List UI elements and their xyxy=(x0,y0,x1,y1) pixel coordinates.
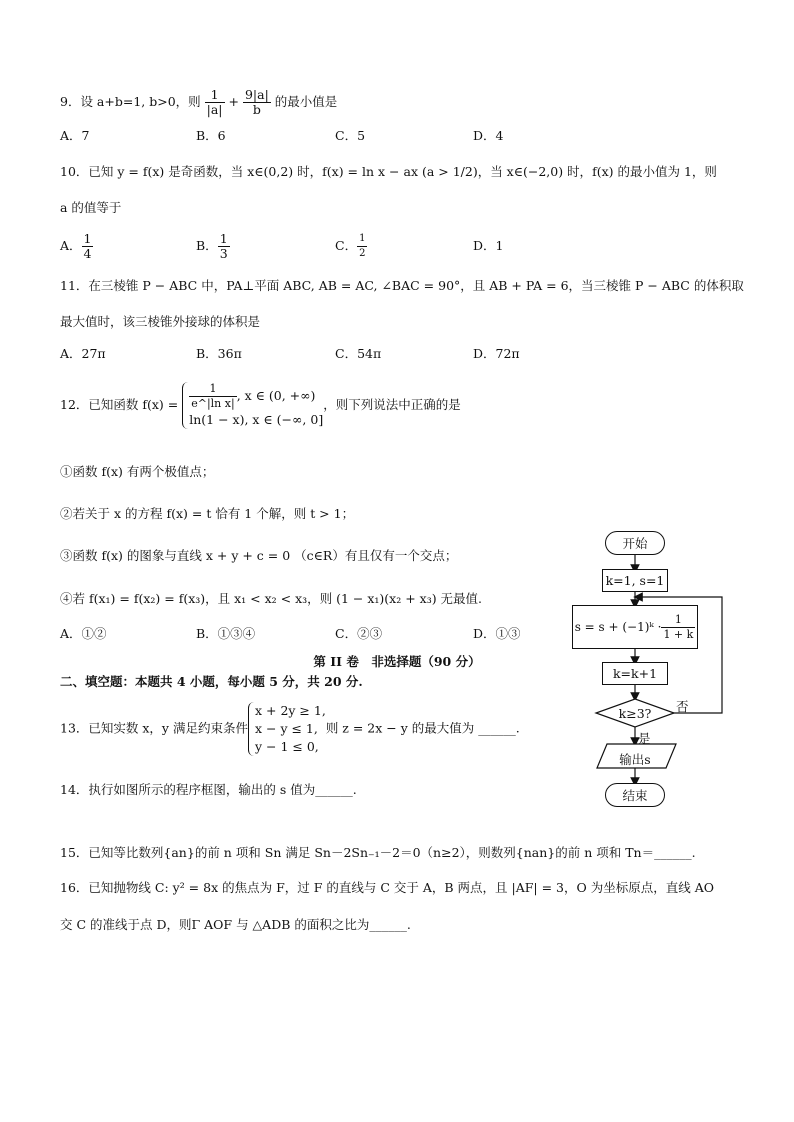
q9-option-a: A．7 xyxy=(60,128,90,143)
q14: 14．执行如图所示的程序框图，输出的 s 值为______. xyxy=(60,782,357,797)
q12-option-a: A．①② xyxy=(60,626,107,641)
q10-option-a-letter: A． xyxy=(60,238,82,253)
q9-f2-num: 9|a| xyxy=(244,87,269,102)
q10-option-b-letter: B． xyxy=(196,238,218,253)
q11-option-b: B．36π xyxy=(196,346,242,361)
q11-option-a: A．27π xyxy=(60,346,106,361)
q10-c-num: 1 xyxy=(357,232,367,247)
q16-line1: 16．已知抛物线 C: y² = 8x 的焦点为 F，过 F 的直线与 C 交于 A，B 两点，且 |AF| = 3，O 为坐标原点，直线 AO xyxy=(60,880,714,895)
q12-p1-den: e^|ln x| xyxy=(191,397,235,410)
q9-tail: 的最小值是 xyxy=(270,94,338,109)
q13-constraint-3: y − 1 ≤ 0, xyxy=(254,739,319,754)
q10-option-d xyxy=(473,236,503,256)
q12-p1-cond: , x ∈ (0, +∞) xyxy=(236,388,316,403)
q9-stem-text: 9．设 a+b=1, b>0，则 xyxy=(60,94,205,109)
q9-f2-den: b xyxy=(252,102,261,117)
q10-a-den: 4 xyxy=(83,246,92,261)
flowchart-process-num: 1 xyxy=(661,613,695,628)
q10-option-d-letter: D． xyxy=(473,238,496,253)
flowchart-init: k=1, s=1 xyxy=(602,569,668,592)
q13-stem: 13．已知实数 x，y 满足约束条件 xyxy=(60,720,248,736)
q13-constraints xyxy=(248,702,326,756)
q12-piece1-frac xyxy=(189,382,236,411)
q12-statement-3: ③函数 f(x) 的图象与直线 x + y + c = 0 （c∈R）有且仅有一个交点； xyxy=(60,548,458,563)
q10-option-d-value: 1 xyxy=(495,238,504,253)
q10-option-c-letter: C． xyxy=(335,238,358,253)
part2-title: 第 II 卷 非选择题（90 分） xyxy=(313,654,481,669)
q9-stem xyxy=(60,88,337,117)
q12-option-b: B．①③④ xyxy=(196,626,256,641)
q10-option-b xyxy=(196,232,230,261)
q12-stem xyxy=(60,382,461,429)
q12-piece2: ln(1 − x), x ∈ (−∞, 0] xyxy=(189,412,324,427)
q13-constraint-1: x + 2y ≥ 1, xyxy=(254,703,326,718)
q12-p1-num: 1 xyxy=(189,382,236,397)
flowchart-start: 开始 xyxy=(605,531,665,555)
q13-tail: 则 z = 2x − y 的最大值为 ______. xyxy=(325,720,520,736)
q10-c-den: 2 xyxy=(359,248,366,259)
q11-line1: 11．在三棱锥 P − ABC 中，PA⊥平面 ABC, AB = AC, ∠BAC = 90°，且 AB + PA = 6，当三棱锥 P − ABC 的体积取 xyxy=(60,278,744,293)
flowchart-process-frac xyxy=(661,613,695,642)
q10-option-c xyxy=(335,232,367,261)
q10-b-num: 1 xyxy=(219,231,228,246)
q10-option-b-frac xyxy=(218,232,230,261)
flowchart-yes-label: 是 xyxy=(638,731,651,746)
flowchart-output: 输出s xyxy=(619,752,651,767)
q16-line2: 交 C 的准线于点 D，则Γ AOF 与 △ADB 的面积之比为______. xyxy=(60,917,411,932)
q9-option-d: D．4 xyxy=(473,128,504,143)
q12-piecewise xyxy=(182,382,323,429)
flowchart-process-den: 1 + k xyxy=(663,627,694,641)
q10-line1: 10．已知 y = f(x) 是奇函数，当 x∈(0,2) 时，f(x) = ln x − ax (a > 1/2)，当 x∈(−2,0) 时，f(x) 的最小值为 1，则 xyxy=(60,164,717,179)
section2-title: 二、填空题：本题共 4 小题，每小题 5 分，共 20 分. xyxy=(60,674,363,689)
flowchart-no-label: 否 xyxy=(676,699,689,714)
flowchart-process-left: s = s + (−1)ᵏ · xyxy=(574,620,662,634)
q9-option-b: B．6 xyxy=(196,128,226,143)
q9-plus: + xyxy=(224,94,243,109)
q10-option-a xyxy=(60,232,93,261)
q12-statement-4: ④若 f(x₁) = f(x₂) = f(x₃)，且 x₁ < x₂ < x₃，则 (1 − x₁)(x₂ + x₃) 无最值. xyxy=(60,591,483,606)
q10-a-num: 1 xyxy=(83,231,92,246)
flowchart-increment: k=k+1 xyxy=(602,662,668,685)
q12-stem-text: 12．已知函数 f(x) = xyxy=(60,397,183,412)
q11-option-d: D．72π xyxy=(473,346,520,361)
q13 xyxy=(60,702,520,756)
q12-statement-2: ②若关于 x 的方程 f(x) = t 恰有 1 个解，则 t > 1； xyxy=(60,506,355,521)
q12-option-d: D．①③ xyxy=(473,626,521,641)
flowchart-decision: k≥3? xyxy=(618,706,652,721)
q9-fraction-2 xyxy=(243,88,271,117)
q9-f1-den: |a| xyxy=(206,102,223,117)
q11-line2: 最大值时，该三棱锥外接球的体积是 xyxy=(60,314,261,329)
q15: 15．已知等比数列{an}的前 n 项和 Sn 满足 Sn－2Sn₋₁－2＝0（n≥2），则数列{nan}的前 n 项和 Tn＝______. xyxy=(60,845,696,860)
flowchart-end: 结束 xyxy=(605,783,665,807)
q12-statement-1: ①函数 f(x) 有两个极值点； xyxy=(60,464,215,479)
q9-fraction-1 xyxy=(205,88,225,117)
q9-option-c: C．5 xyxy=(335,128,366,143)
q10-option-c-frac xyxy=(357,232,367,261)
q11-option-c: C．54π xyxy=(335,346,382,361)
q12-option-c: C．②③ xyxy=(335,626,383,641)
q12-piece1 xyxy=(189,382,323,411)
q13-constraint-2: x − y ≤ 1, xyxy=(254,721,318,736)
q10-line2: a 的值等于 xyxy=(60,200,122,215)
q12-tail: ，则下列说法中正确的是 xyxy=(323,397,461,412)
q9-f1-num: 1 xyxy=(205,88,225,103)
q10-option-a-frac xyxy=(82,232,94,261)
flowchart-process xyxy=(572,605,698,649)
q10-b-den: 3 xyxy=(219,246,228,261)
